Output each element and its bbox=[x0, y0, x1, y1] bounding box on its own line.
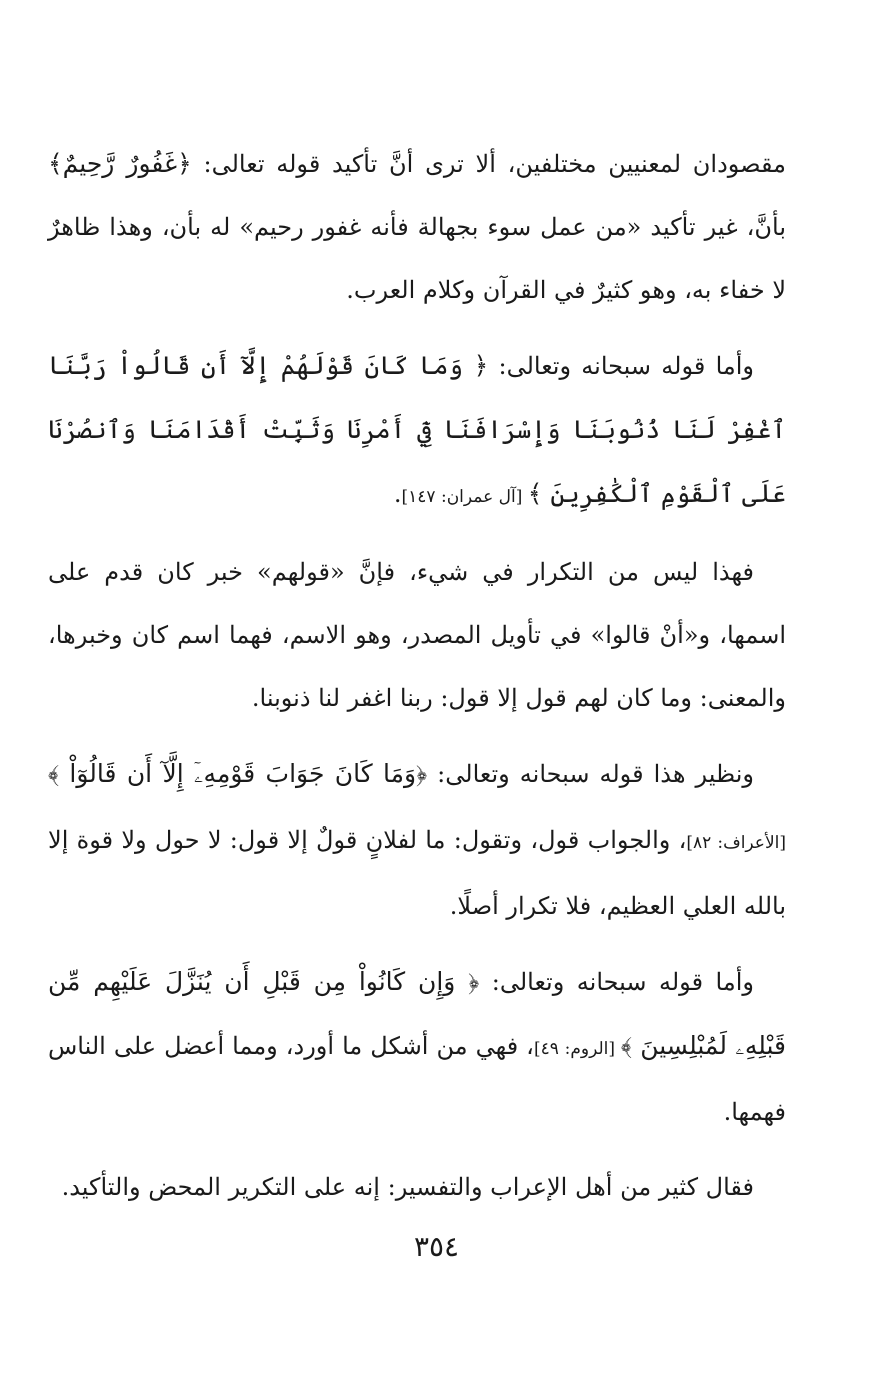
quran-verse: ﴿وَمَا كَانَ جَوَابَ قَوْمِهِۦٓ إِلَّآ أَن قَالُوٓاْ ﴾ bbox=[48, 759, 428, 788]
quran-verse: ﴿ وَمَا كَانَ قَوْلَهُمْ إِلَّآ أَن قَالُواْ رَبَّنَا ٱغْفِرْ لَنَا ذُنُوبَنَا وَإِسْرَافَنَا فِيٓ أَمْرِنَا وَثَبِّتْ أَقْدَامَنَا وَٱنصُرْنَا عَلَى ٱلْقَوْمِ ٱلْكَٰفِرِينَ ﴾ bbox=[48, 351, 786, 508]
verse-reference: [آل عمران: ١٤٧] bbox=[401, 487, 528, 507]
text-segment: ، والجواب قول، وتقول: ما لفلانٍ قولٌ إلا قول: لا حول ولا قوة إلا بالله العلي العظيم، فلا تكرار أصلًا. bbox=[48, 826, 786, 920]
text-segment: فقال كثير من أهل الإعراب والتفسير: إنه على التكرير المحض والتأكيد. bbox=[61, 1173, 754, 1201]
text-segment: بأنَّ، غير تأكيد «من عمل سوء بجهالة فأنه غفور رحيم» له بأن، وهذا ظاهرٌ لا خفاء به، وهو كثيرٌ في القرآن وكلام العرب. bbox=[48, 213, 786, 304]
main-text bbox=[48, 132, 786, 1231]
page-number: ٣٥٤ bbox=[413, 1230, 460, 1263]
text-segment: وأما قوله سبحانه وتعالى: bbox=[479, 968, 754, 996]
verse-reference: [الروم: ٤٩] bbox=[533, 1039, 621, 1059]
text-segment: مقصودان لمعنيين مختلفين، ألا ترى أنَّ تأكيد قوله تعالى: bbox=[191, 150, 786, 178]
paragraph-6 bbox=[48, 1156, 786, 1219]
quran-verse: ﴿غَفُورٌ رَّحِيمٌ﴾ bbox=[48, 149, 192, 178]
paragraph-1 bbox=[48, 132, 786, 322]
quran-verse: ﴿ وَإِن كَانُواْ مِن قَبْلِ أَن يُنَزَّلَ عَلَيْهِم مِّن قَبْلِهِۦ لَمُبْلِسِينَ ﴾ bbox=[48, 967, 786, 1060]
text-segment: وأما قوله سبحانه وتعالى: bbox=[488, 352, 754, 380]
paragraph-5 bbox=[48, 950, 786, 1144]
verse-reference: [الأعراف: ٨٢] bbox=[686, 833, 787, 853]
paragraph-4 bbox=[48, 742, 786, 938]
text-segment: ونظير هذا قوله سبحانه وتعالى: bbox=[427, 760, 754, 788]
text-segment: فهذا ليس من التكرار في شيء، فإنَّ «قولهم» خبر كان قدم على اسمها، و«أنْ قالوا» في تأويل المصدر، وهو الاسم، فهما اسم كان وخبرها، والمعنى: وما كان لهم قول إلا قول: ربنا اغفر لنا ذنوبنا. bbox=[48, 558, 786, 712]
paragraph-3 bbox=[48, 541, 786, 730]
text-segment: ، فهي من أشكل ما أورد، ومما أعضل على الناس فهمها. bbox=[48, 1032, 786, 1126]
text-segment: . bbox=[393, 480, 402, 508]
paragraph-2 bbox=[48, 334, 786, 529]
